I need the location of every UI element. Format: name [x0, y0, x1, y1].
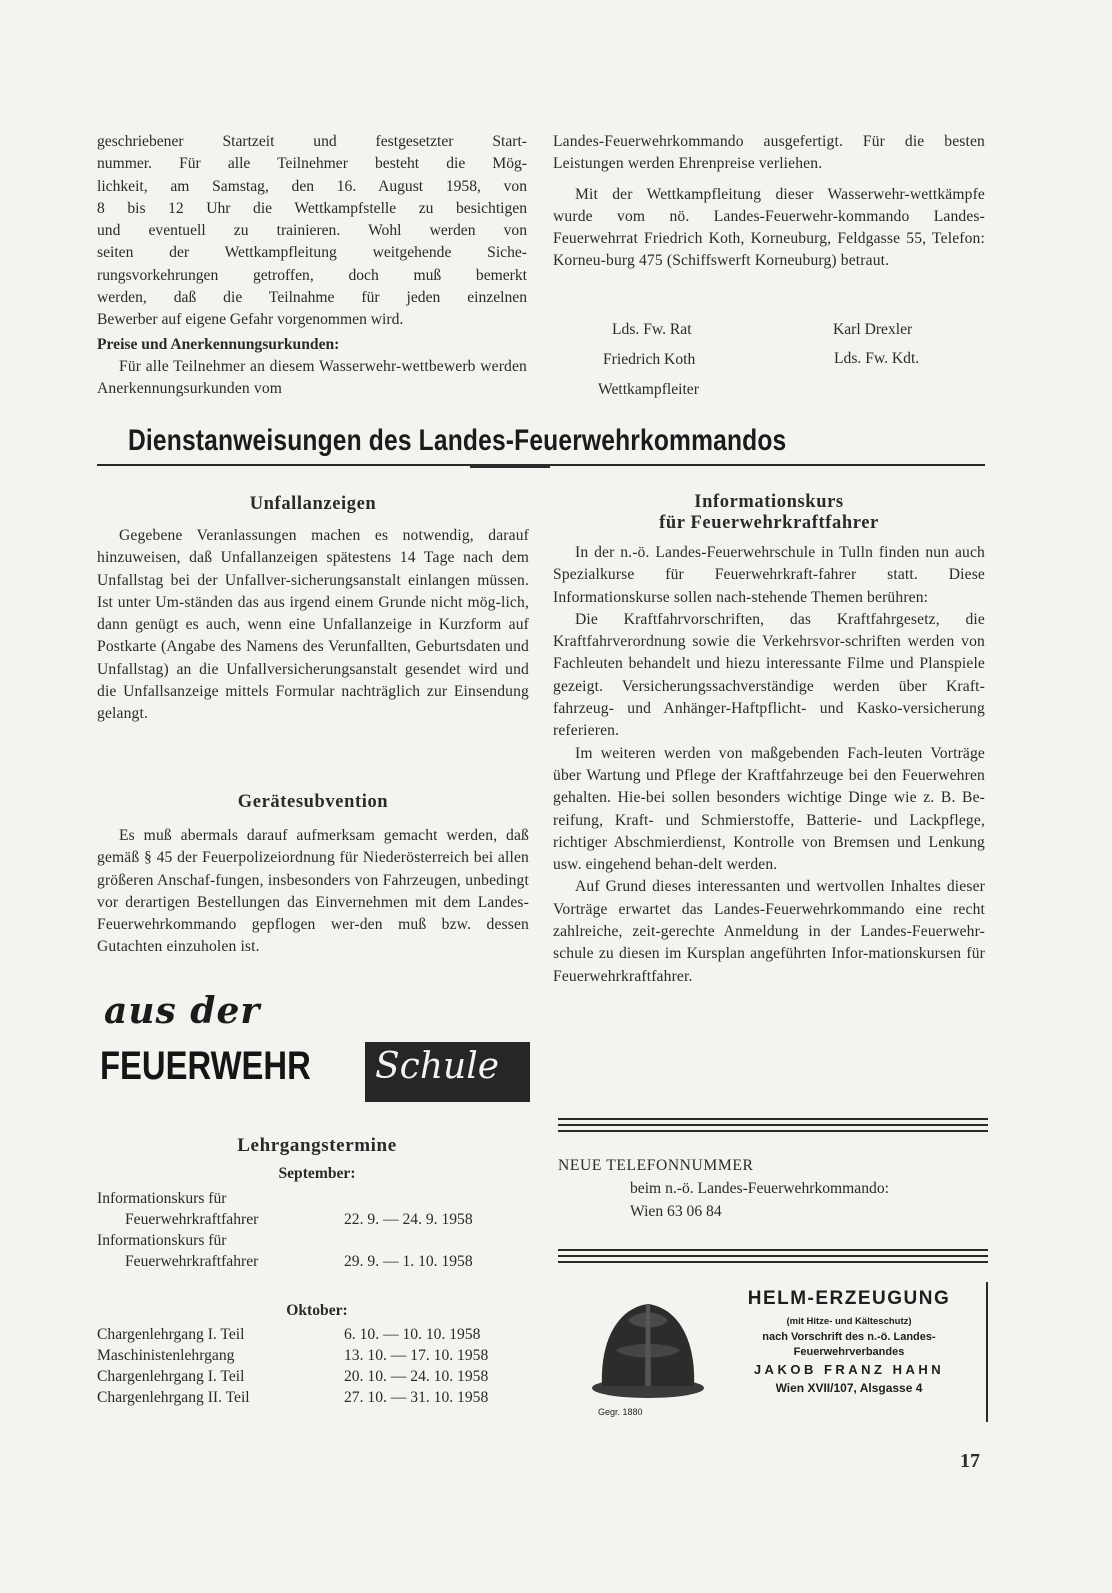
geraete-text: Es muß abermals darauf aufmerksam gemacht werden, daß gemäß § 45 der Feuerpolizeiordnung für Niederösterreich bei allen größeren Anschaf-fungen, insbesonders von Fahrzeugen, unbedingt vor derartigen Bestellungen das Einvernehmen mit dem Landes-Feuerwehrkommando gepflogen wer-den muß bzw. dessen Gutachten einzuholen ist.	[97, 827, 529, 956]
lehrgang-heading: Lehrgangstermine	[237, 1135, 397, 1156]
ad-address: Wien XVII/107, Alsgasse 4	[775, 1381, 923, 1395]
signature-left-name: Friedrich Koth	[603, 351, 696, 368]
section-banner: Dienstanweisungen des Landes-Feuerwehrkommandos	[128, 424, 787, 457]
september-row-label: Informationskurs für	[97, 1232, 227, 1249]
page-number: 17	[960, 1450, 980, 1472]
info-text-4: Auf Grund dieses interessanten und wertvollen Inhaltes dieser Vorträge erwartet das Landes-Feuerwehrkommando eine recht zahlreiche, zeit-gerechte Anmeldung in der Landes-Feuerwehr-schule zu diesen im Kursplan angeführten Infor-mationskursen für Feuerwehrkraftfahrer.	[553, 878, 985, 985]
lehrgang-section	[97, 1135, 537, 1189]
banner-rule-accent	[470, 464, 550, 468]
geraete-heading: Gerätesubvention	[237, 792, 389, 812]
unfall-section	[97, 494, 529, 726]
divider-rule-5	[558, 1255, 988, 1257]
telefon-heading: NEUE TELEFONNUMMER	[558, 1157, 754, 1174]
divider-rule-2	[558, 1124, 988, 1126]
oktober-row-course: Chargenlehrgang II. Teil	[97, 1389, 250, 1406]
feuerwehrschule-logo	[100, 990, 532, 1110]
signature-right-rank: Lds. Fw. Kdt.	[834, 350, 920, 367]
divider-rule-3	[558, 1130, 988, 1132]
ad-founded: Gegr. 1880	[598, 1407, 643, 1417]
right-top-column	[553, 131, 985, 273]
divider-rule-4	[558, 1249, 988, 1251]
ad-line-2: Feuerwehrverbandes	[793, 1346, 905, 1358]
signature-left-role: Wettkampfleiter	[598, 381, 699, 398]
oktober-list	[97, 1324, 537, 1408]
oktober-label-wrap	[97, 1300, 537, 1322]
september-row-course: Feuerwehrkraftfahrer	[125, 1253, 259, 1270]
left-top-line: Bewerber auf eigene Gefahr vorgenommen wird.	[97, 311, 404, 329]
preise-heading: Preise und Anerkennungsurkunden:	[97, 335, 340, 353]
left-top-column	[97, 131, 527, 400]
unfall-heading: Unfallanzeigen	[249, 494, 377, 514]
oktober-row	[97, 1366, 537, 1387]
left-top-line: lichkeit, am Samstag, den 16. August 1958, von	[97, 177, 527, 195]
oktober-row-course: Chargenlehrgang I. Teil	[97, 1368, 245, 1385]
logo-dark-box	[365, 1042, 530, 1102]
info-heading-2: für Feuerwehrkraftfahrer	[659, 513, 879, 533]
left-top-line: werden, daß die Teilnahme für jeden einzelnen	[97, 289, 527, 307]
left-top-line: seiten der Wettkampfleitung weitgehende Siche-	[97, 244, 527, 262]
telefon-line-2: Wien 63 06 84	[630, 1203, 722, 1220]
info-heading-1: Informationskurs	[694, 492, 844, 512]
info-text-1: In der n.-ö. Landes-Feuerwehrschule in Tulln finden nun auch Spezialkurse für Feuerwehrkraft-fahrer statt. Diese Informationskurse sollen nach-stehende Themen berühren:	[553, 544, 985, 606]
info-section	[553, 492, 985, 988]
telefon-section	[558, 1154, 988, 1223]
left-top-line: rungsvorkehrungen getroffen, doch muß bemerkt	[97, 266, 527, 284]
signature-left-rank: Lds. Fw. Rat	[612, 321, 692, 338]
logo-block-text: FEUERWEHR	[100, 1044, 311, 1088]
left-top-line: geschriebener Startzeit und festgesetzter Start-	[97, 133, 527, 150]
oktober-row-dates: 27. 10. — 31. 10. 1958	[344, 1389, 489, 1406]
logo-script-box: Schule	[375, 1046, 500, 1087]
telefon-line-1: beim n.-ö. Landes-Feuerwehrkommando:	[630, 1180, 889, 1197]
september-list	[97, 1188, 537, 1272]
logo-script-top: aus der	[104, 990, 261, 1032]
september-row-dates: 22. 9. — 24. 9. 1958	[344, 1211, 473, 1228]
helm-ad	[578, 1282, 988, 1422]
september-row-label: Informationskurs für	[97, 1190, 227, 1207]
divider-rule-1	[558, 1118, 988, 1120]
info-text-2: Die Kraftfahrvorschriften, das Kraftfahrgesetz, die Kraftfahrverordnung sowie die Verkehrsvor-schriften werden von Fachleuten behandelt und hiezu interessante Filme und Planspiele gezeigt. Versicherungssachverständige werden über Kraft-fahrzeug- und Anhänger-Haftpflicht- und Kasko-versicherung referieren.	[553, 610, 985, 740]
ad-sub: (mit Hitze- und Kälteschutz)	[786, 1316, 912, 1327]
oktober-row-dates: 6. 10. — 10. 10. 1958	[344, 1326, 481, 1343]
september-row	[97, 1209, 537, 1230]
unfall-text: Gegebene Veranlassungen machen es notwendig, darauf hinzuweisen, daß Unfallanzeigen spätestens 14 Tage nach dem Unfallstag bei der Unfallver-sicherungsanstalt einlangen müssen. Ist unter Um-ständen das aus irgend einem Grunde nicht mög-lich, dann genügt es auch, wenn eine Unfallanzeige in Kurzform auf Postkarte (Angabe des Namens des Verunfallten, Geburtsdaten und Unfallstag) an die Unfallversicherungsanstalt gesendet wird und die Unfallsanzeige mittels Formular nachträglich zur Einsendung gelangt.	[97, 527, 529, 723]
signature-right-name: Karl Drexler	[833, 321, 913, 338]
oktober-row	[97, 1387, 537, 1408]
lehrgang-september: September:	[278, 1165, 356, 1182]
preise-text: Für alle Teilnehmer an diesem Wasserwehr-wettbewerb werden Anerkennungsurkunden vom	[97, 357, 527, 397]
ad-title: HELM-ERZEUGUNG	[747, 1288, 951, 1309]
ad-line-1: nach Vorschrift des n.-ö. Landes-	[762, 1331, 936, 1343]
oktober-row-dates: 20. 10. — 24. 10. 1958	[344, 1368, 489, 1385]
oktober-row	[97, 1324, 537, 1345]
september-row-dates: 29. 9. — 1. 10. 1958	[344, 1253, 473, 1270]
oktober-row	[97, 1345, 537, 1366]
left-top-line: 8 bis 12 Uhr die Wettkampfstelle zu besichtigen	[97, 199, 527, 217]
left-top-line: und eventuell zu trainieren. Wohl werden von	[97, 222, 527, 240]
left-top-line: nummer. Für alle Teilnehmer besteht die Mög-	[97, 155, 527, 173]
info-text-3: Im weiteren werden von maßgebenden Fach-leuten Vorträge über Wartung und Pflege der Kraftfahrzeuge bei den Feuerwehren gehalten. Hie-bei sollen besonders wichtige Dinge wie z. B. Be-reifung, Kraft- und Schmierstoffe, Batterie- und Lackpflege, richtiger Abschmierdienst, Kontrolle von Bremsen und Lenkung usw. eingehend behan-delt werden.	[553, 744, 985, 874]
ad-text-block	[718, 1288, 980, 1395]
september-row-course: Feuerwehrkraftfahrer	[125, 1211, 259, 1228]
ad-company: JAKOB FRANZ HAHN	[753, 1362, 945, 1377]
oktober-row-course: Chargenlehrgang I. Teil	[97, 1326, 245, 1343]
oktober-row-course: Maschinistenlehrgang	[97, 1347, 235, 1364]
helmet-icon	[588, 1290, 708, 1405]
september-row	[97, 1251, 537, 1272]
right-top-text-1: Landes-Feuerwehrkommando ausgefertigt. Für die besten Leistungen werden Ehrenpreise verliehen.	[553, 133, 985, 173]
geraete-section	[97, 792, 529, 959]
oktober-row-dates: 13. 10. — 17. 10. 1958	[344, 1347, 489, 1364]
lehrgang-oktober: Oktober:	[286, 1302, 348, 1319]
divider-rule-6	[558, 1261, 988, 1263]
left-top-text	[97, 131, 527, 332]
right-top-text-2: Mit der Wettkampfleitung dieser Wasserwehr-wettkämpfe wurde vom nö. Landes-Feuerwehr-kommando Landes-Feuerwehrrat Friedrich Koth, Korneuburg, Feldgasse 55, Telefon: Korneu-burg 475 (Schiffswerft Korneuburg) betraut.	[553, 185, 985, 270]
